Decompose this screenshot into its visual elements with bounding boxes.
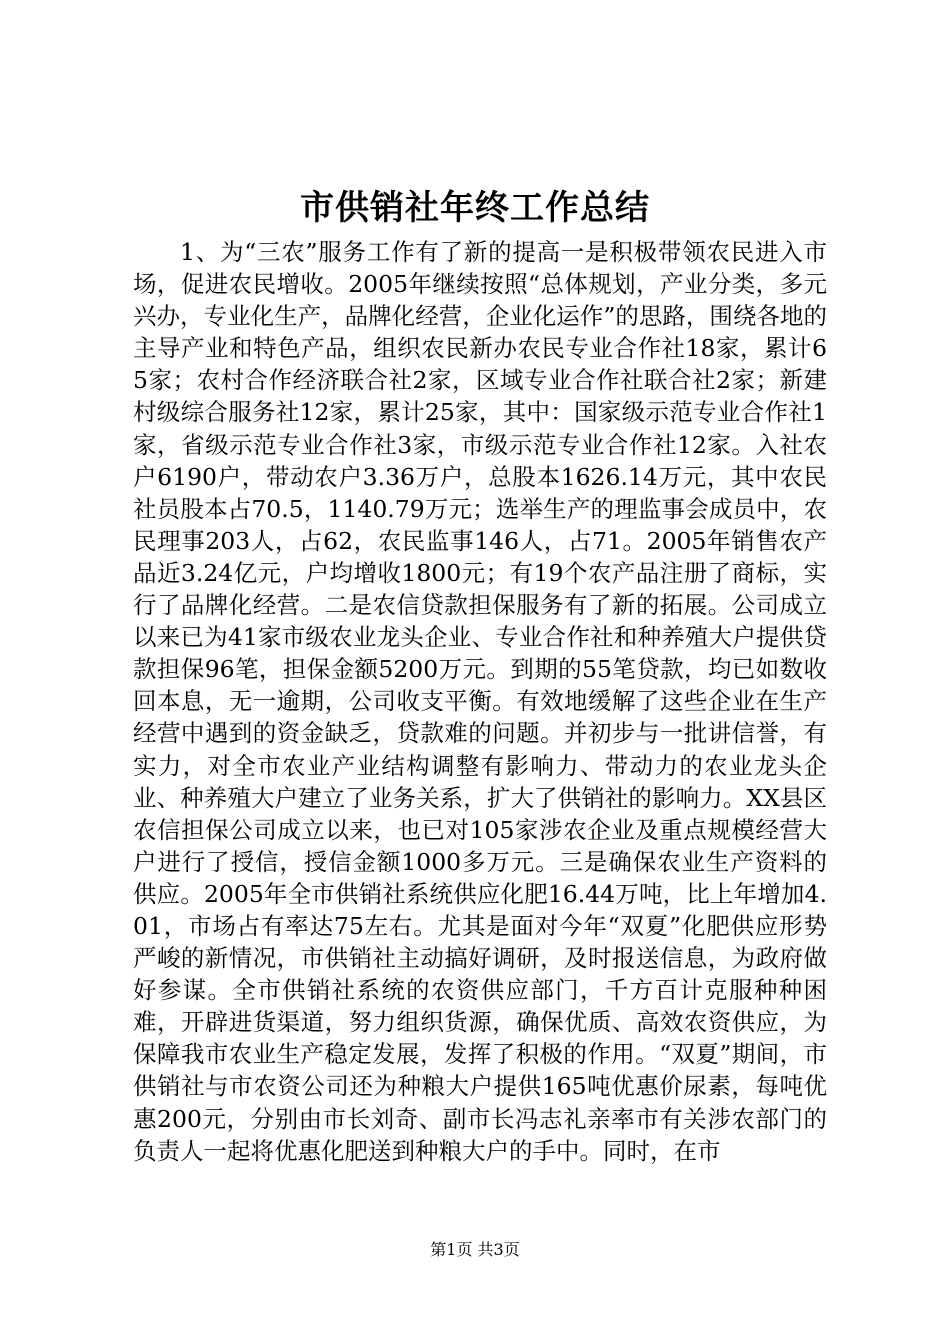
document-title: 市供销社年终工作总结	[300, 188, 650, 228]
page-number-footer: 第1页 共3页	[430, 1240, 520, 1259]
document-body-paragraph: 1、为“三农”服务工作有了新的提高一是积极带领农民进入市场，促进农民增收。2005年继续按照“总体规划，产业分类，多元兴办，专业化生产，品牌化经营，企业化运作”的思路，围绕各地的主导产业和特色产品，组织农民新办农民专业合作社18家，累计65家；农村合作经济联合社2家，区域专业合作社联合社2家；新建村级综合服务社12家，累计25家，其中：国家级示范专业合作社1家，省级示范专业合作社3家，市级示范专业合作社12家。入社农户6190户，带动农户3.36万户，总股本1626.14万元，其中农民社员股本占70.5，1140.79万元；选举生产的理监事会成员中，农民理事203人，占62，农民监事146人，占71。2005年销售农产品近3.24亿元，户均增收1800元；有19个农产品注册了商标，实行了品牌化经营。二是农信贷款担保服务有了新的拓展。公司成立以来已为41家市级农业龙头企业、专业合作社和种养殖大户提供贷款担保96笔，担保金额5200万元。到期的55笔贷款，均已如数收回本息，无一逾期，公司收支平衡。有效地缓解了这些企业在生产经营中遇到的资金缺乏，贷款难的问题。并初步与一批讲信誉，有实力，对全市农业产业结构调整有影响力、带动力的农业龙头企业、种养殖大户建立了业务关系，扩大了供销社的影响力。XX县区农信担保公司成立以来，也已对105家涉农企业及重点规模经营大户进行了授信，授信金额1000多万元。三是确保农业生产资料的供应。2005年全市供销社系统供应化肥16.44万吨，比上年增加4.01，市场占有率达75左右。尤其是面对今年“双夏”化肥供应形势严峻的新情况，市供销社主动搞好调研，及时报送信息，为政府做好参谋。全市供销社系统的农资供应部门，千方百计克服种种困难，开辟进货渠道，努力组织货源，确保优质、高效农资供应，为保障我市农业生产稳定发展，发挥了积极的作用。“双夏”期间，市供销社与市农资公司还为种粮大户提供165吨优惠价尿素，每吨优惠200元，分别由市长刘奇、副市长冯志礼亲率市有关涉农部门的负责人一起将优惠化肥送到种粮大户的手中。同时，在市	[133, 238, 827, 1165]
